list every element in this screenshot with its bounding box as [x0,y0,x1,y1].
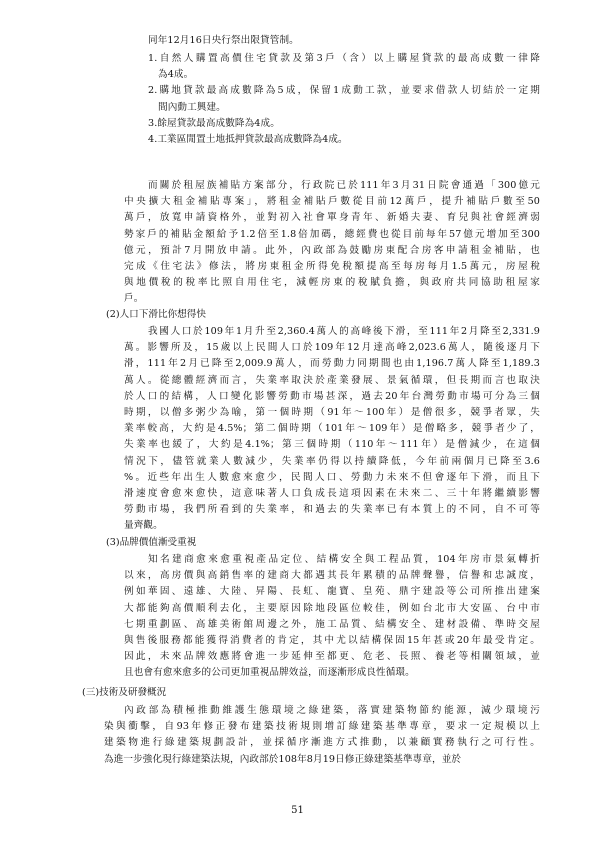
section-heading-technology: (三)技術及研發概況 [82,687,167,698]
technology-paragraph-line: 為進一步強化現行綠建築法規，內政部於108年8月19日修正綠建築基準專章，並於 [104,753,462,765]
rent-paragraph-line: 與地價稅的稅率比照自用住宅，減輕房東的稅賦負擔，與政府共同協助租屋家 [124,277,540,289]
population-paragraph-line: 萬人。從總體經濟而言，失業率取決於產業發展、景氣循環，但長期而言也取決 [124,374,540,386]
population-paragraph-line: 失業率也緩了，大約是4.1%；第三個時期（110年～111年）是僧減少，在這個 [124,439,540,451]
section-heading-population: (2)人口下滑比你想得快 [106,309,206,320]
population-paragraph-line: 萬。影響所及，15歲以上民間人口於109年12月達高峰2,023.6萬人，隨後逐月下 [124,342,540,354]
population-paragraph-line: 情況下，儘管就業人數減少，失業率仍得以持續降低，今年前兩個月已降至3.6 [124,455,540,467]
population-paragraph-line: 我國人口於109年1月升至2,360.4萬人的高峰後下滑，至111年2月降至2,331.9 [148,326,540,337]
rent-paragraph-line: 而關於租屋族補貼方案部分，行政院已於111年3月31日院會通過「300億元 [148,180,540,191]
population-paragraph-line: 業率較高，大約是4.5%；第二個時期（101年～109年）是僧略多，競爭者少了， [124,423,540,435]
population-paragraph-line: 於人口的結構，人口變化影響勞動市場甚深，過去20年台灣勞動市場可分為三個 [124,390,540,402]
list-item: 3.餘屋貸款最高成數降為4成。 [148,117,280,129]
population-paragraph-line: 滑速度會愈來愈快，這意味著人口負成長這項因素在未來二、三十年將繼續影響 [124,488,540,499]
intro-line: 同年12月16日央行祭出限貸管制。 [148,35,299,46]
population-paragraph-line: 量齊觀。 [124,520,163,532]
technology-paragraph-line: 染與衝擊，自93年修正發布建築技術規則增訂綠建築基準專章，要求一定規模以上 [104,721,540,733]
rent-paragraph-line: 勢家戶的補貼金額給予1.2倍至1.8倍加碼，總經費也從目前每年57億元增加至300 [124,228,540,240]
population-paragraph-line: 勞動市場，我們所看到的失業率，和過去的失業率已有本質上的不同，自不可等 [124,504,540,516]
brand-paragraph-line: 例如華固、遠雄、大陸、昇陽、長虹、龍寶、皇苑、鼎宇建設等公司所推出建案 [124,586,540,598]
brand-paragraph-line: 因此，未來品牌效應將會進一步延伸至都更、危老、長照、養老等相關領域，並 [124,651,540,663]
list-item-continuation: 為4成。 [158,69,194,81]
technology-paragraph-line: 內政部為積極推動維護生態環境之綠建築，落實建築物節約能源，減少環境污 [124,705,540,716]
brand-paragraph-line: 大都能夠高價順利去化，主要原因除地段區位較佳，例如台北市大安區、台中市 [124,602,540,614]
technology-paragraph-line: 建築物進行綠建築規劃設計，並採循序漸進方式推動，以兼顧實務執行之可行性。 [104,737,540,749]
list-item: 1.自然人購置高價住宅貸款及第3戶（含）以上購屋貸款的最高成數一律降 [148,53,540,64]
rent-paragraph-line: 萬戶，放寬申請資格外，並對初入社會單身青年、新婚夫妻、育兒與社會經濟弱 [124,212,540,224]
page-number: 51 [291,805,304,816]
brand-paragraph-line: 與售後服務都能獲得消費者的肯定，其中尤以結構保固15年甚或20年最受肯定。 [124,635,540,646]
population-paragraph-line: 滑，111年2月已降至2,009.9萬人，而勞動力同期間也由1,196.7萬人降至1,189.3 [124,358,540,370]
section-heading-brand: (3)品牌價值漸受重視 [106,537,197,548]
population-paragraph-line: %。近些年出生人數愈來愈少，民間人口、勞動力未來不但會逐年下滑，而且下 [124,471,540,483]
brand-paragraph-line: 且也會有愈來愈多的公司更加重視品牌效益，而逐漸形成良性循環。 [124,667,415,679]
brand-paragraph-line: 七期重劃區、高雄美術館周邊之外，施工品質、結構安全、建材設備、準時交屋 [124,618,540,630]
brand-paragraph-line: 知名建商愈來愈重視產品定位、結構安全與工程品質，104年房市景氣轉折 [148,554,540,565]
population-paragraph-line: 時期，以僧多粥少為喻，第一個時期（91年～100年）是僧很多，競爭者眾，失 [124,407,540,418]
list-item-continuation: 間內動工興建。 [158,101,226,113]
brand-paragraph-line: 以來，高房價與高銷售率的建商大都遇其長年累積的品牌聲譽，信譽和忠誠度， [124,570,540,582]
list-item: 2.購地貸款最高成數降為5成，保留1成動工款，並要求借款人切結於一定期 [148,85,540,97]
rent-paragraph-line: 億元，預計7月開放申請。此外，內政部為鼓勵房東配合房客申請租金補貼，也 [124,244,540,256]
list-item: 4.工業區閒置土地抵押貸款最高成數降為4成。 [148,134,348,145]
rent-paragraph-line: 中央擴大租金補貼專案」，將租金補貼戶數從目前12萬戶，提升補貼戶數至50 [124,196,540,208]
rent-paragraph-line: 戶。 [124,293,144,305]
rent-paragraph-line: 完成《住宅法》修法，將房東租金所得免稅額提高至每房每月1.5萬元，房屋稅 [124,261,540,272]
